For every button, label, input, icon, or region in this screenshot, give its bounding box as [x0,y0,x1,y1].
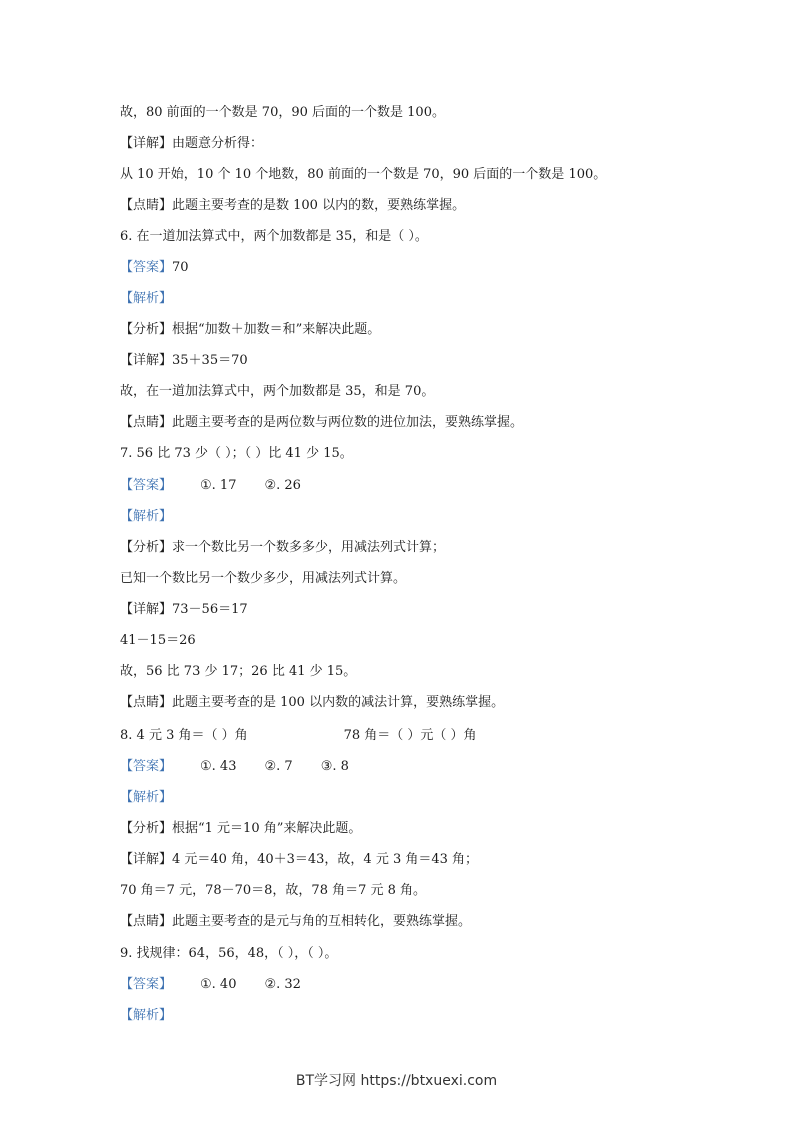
text-line: 70 角＝7 元，78－70＝8，故，78 角＝7 元 8 角。 [120,883,427,898]
answer-line [120,976,301,994]
analysis-tag: 【解析】 [120,1008,173,1023]
answer-value: ③. 8 [320,759,349,774]
analysis-line: 【分析】求一个数比另一个数多多少，用减法列式计算； [120,540,446,555]
answer-value: ②. 7 [264,759,293,774]
answer-tag: 【答案】 [120,977,173,992]
analysis-tag: 【解析】 [120,291,173,306]
question-9: 9. 找规律：64，56，48，（ ），（ ）。 [120,946,338,961]
answer-value: ②. 26 [264,478,301,493]
footer-watermark: BT学习网 https://btxuexi.com [295,1073,498,1089]
answer-tag: 【答案】 [120,260,173,275]
answer-tag: 【答案】 [120,759,173,774]
summary-line: 【点睛】此题主要考查的是两位数与两位数的进位加法，要熟练掌握。 [120,415,524,430]
text-line: 故，在一道加法算式中，两个加数都是 35，和是 70。 [120,384,435,399]
text-line: 从 10 开始，10 个 10 个地数，80 前面的一个数是 70，90 后面的一个数是 100。 [120,167,607,182]
summary-line: 【点睛】此题主要考查的是数 100 以内的数，要熟练掌握。 [120,198,466,213]
detail-line: 【详解】4 元＝40 角，40＋3＝43，故，4 元 3 角＝43 角； [120,852,479,867]
question-7: 7. 56 比 73 少（ ）；（ ）比 41 少 15。 [120,446,353,461]
analysis-tag: 【解析】 [120,790,173,805]
analysis-tag: 【解析】 [120,509,173,524]
answer-tag: 【答案】 [120,478,173,493]
detail-line: 【详解】由题意分析得： [120,136,264,151]
summary-line: 【点睛】此题主要考查的是元与角的互相转化，要熟练掌握。 [120,914,472,929]
answer-line [120,758,349,776]
question-8-part-b: 78 角＝（ ）元（ ）角 [343,728,477,743]
answer-line [120,259,189,277]
question-6: 6. 在一道加法算式中，两个加数都是 35，和是（ ）。 [120,229,428,244]
answer-value: 70 [172,260,189,275]
analysis-line: 【分析】根据“1 元＝10 角”来解决此题。 [120,821,362,836]
text-line: 已知一个数比另一个数少多少，用减法列式计算。 [120,571,407,586]
answer-value: ②. 32 [264,977,301,992]
answer-value: ①. 43 [200,759,237,774]
text-line: 故，80 前面的一个数是 70，90 后面的一个数是 100。 [120,105,445,120]
text-line: 故，56 比 73 少 17；26 比 41 少 15。 [120,664,357,679]
question-8 [120,727,477,745]
answer-value: ①. 40 [200,977,237,992]
answer-line [120,477,301,495]
analysis-line: 【分析】根据“加数＋加数＝和”来解决此题。 [120,322,381,337]
detail-line: 【详解】35＋35＝70 [120,353,248,368]
text-line: 41－15＝26 [120,633,196,648]
detail-line: 【详解】73－56＝17 [120,602,248,617]
answer-value: ①. 17 [200,478,237,493]
summary-line: 【点睛】此题主要考查的是 100 以内数的减法计算，要熟练掌握。 [120,695,505,710]
question-8-part-a: 8. 4 元 3 角＝（ ）角 [120,728,248,743]
